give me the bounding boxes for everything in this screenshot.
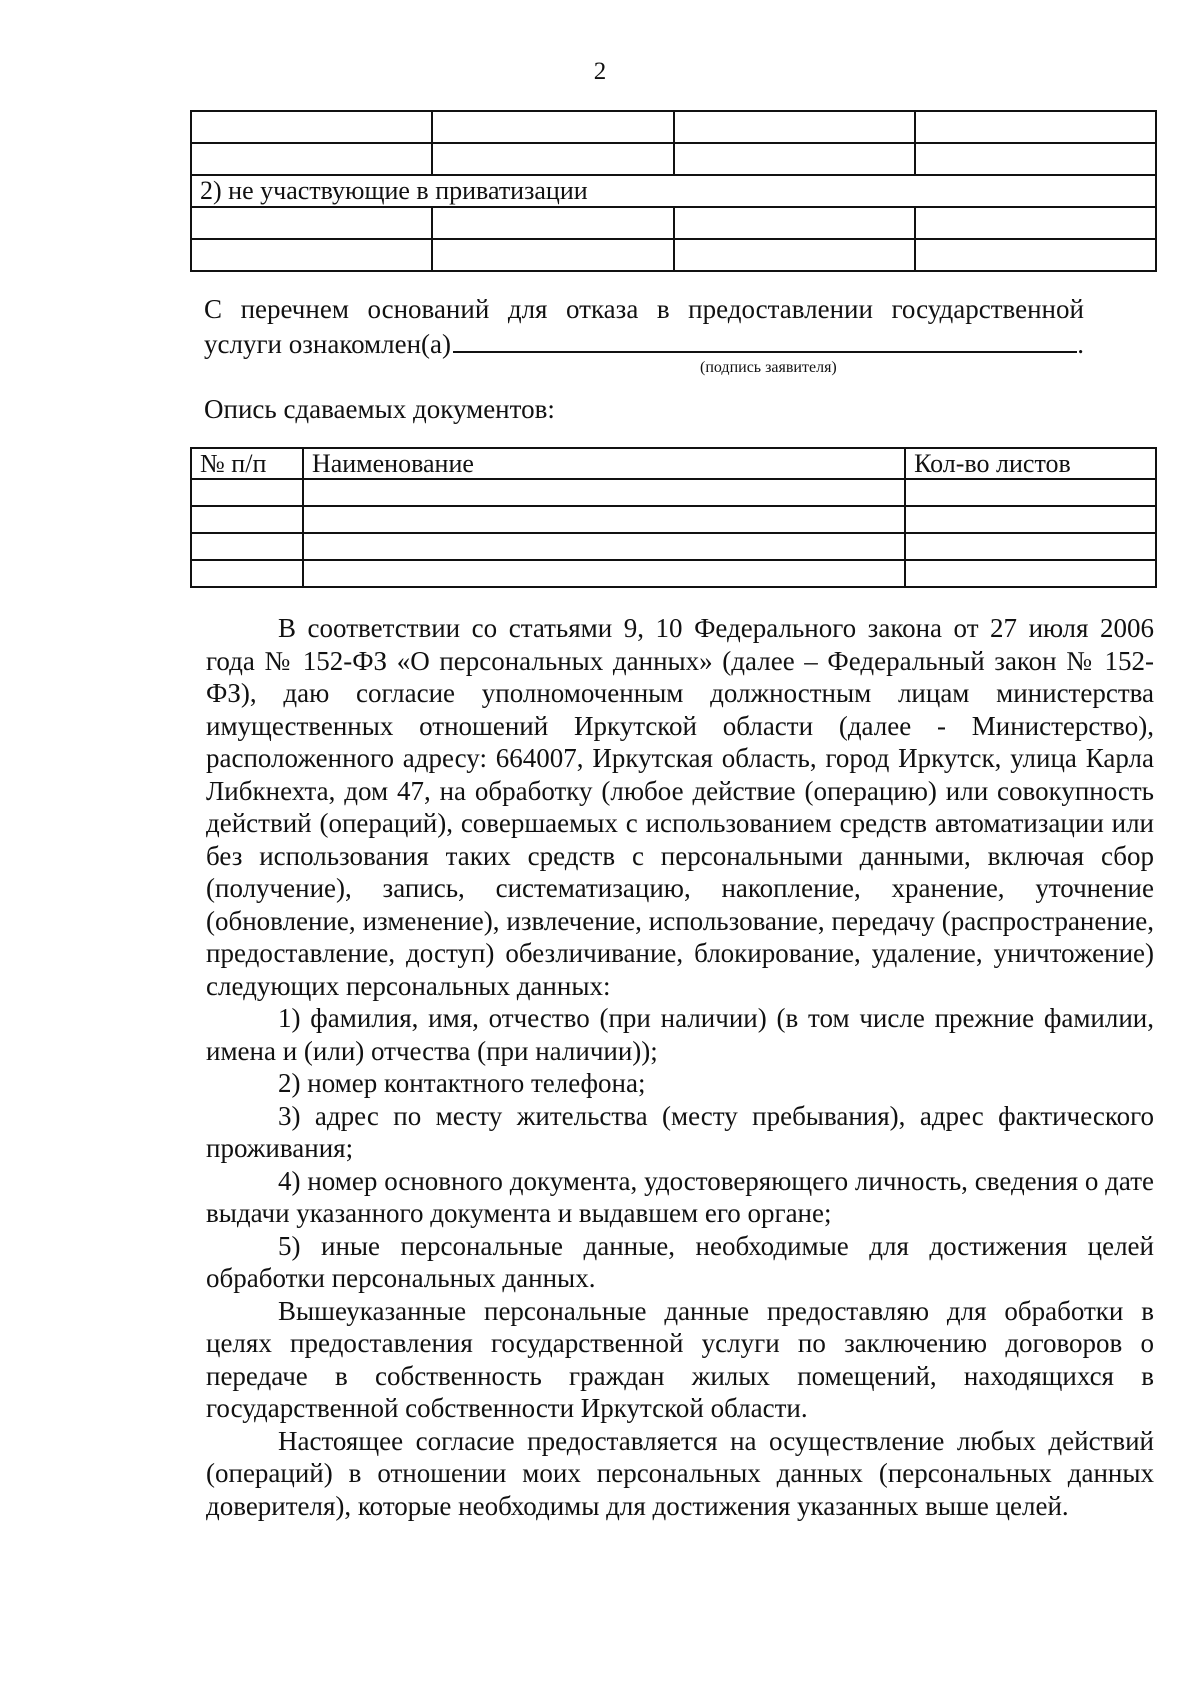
table-row [191, 533, 1156, 560]
inventory-table [190, 447, 1157, 588]
section-label: 2) не участвующие в приватизации [191, 175, 1156, 207]
notice-line-2: услуги ознакомлен(а) . [204, 325, 1084, 360]
table-header-row [191, 448, 1156, 479]
paragraph: Настоящее согласие предоставляется на осуществление любых действий (операций) в отношении моих персональных данных (персональных данных доверителя), которые необходимы для достижения указанных выше целей. [206, 1425, 1154, 1521]
table-row [191, 143, 1156, 175]
privatization-table [190, 110, 1157, 272]
paragraph: 4) номер основного документа, удостоверяющего личность, сведения о дате выдачи указанного документа и выдавшем его органе; [206, 1165, 1154, 1228]
paragraph: 2) номер контактного телефона; [278, 1068, 646, 1098]
table-row [191, 207, 1156, 239]
paragraph: 5) иные персональные данные, необходимые для достижения целей обработки персональных данных. [206, 1230, 1154, 1293]
table-row [191, 560, 1156, 587]
paragraph: В соответствии со статьями 9, 10 Федерального закона от 27 июля 2006 года № 152-ФЗ «О персональных данных» (далее – Федеральный закон № 152-ФЗ), даю согласие уполномоченным должностным лицам министерства имущественных отношений Иркутской области (далее - Министерство), расположенного адресу: 664007, Иркутская область, город Иркутск, улица Карла Либкнехта, дом 47, на обработку (любое действие (операцию) или совокупность действий (операций), совершаемых с использованием средств автоматизации или без использования таких средств с персональными данными, включая сбор (получение), запись, систематизацию, накопление, хранение, уточнение (обновление, изменение), извлечение, использование, передачу (распространение, предоставление, доступ) обезличивание, блокирование, удаление, уничтожение) следующих персональных данных: [206, 613, 1154, 1001]
table-row [191, 111, 1156, 143]
consent-text [206, 612, 1154, 1522]
table-row [191, 175, 1156, 207]
inventory-title: Опись сдаваемых документов: [204, 394, 555, 424]
header-sheets: Кол-во листов [905, 448, 1156, 479]
paragraph: Вышеуказанные персональные данные предоставляю для обработки в целях предоставления государственной услуги по заключению договоров о передаче в собственность граждан жилых помещений, находящихся в государственной собственности Иркутской области. [206, 1295, 1154, 1423]
notice-line-1: С перечнем оснований для отказа в предоставлении государственной [204, 294, 1084, 324]
paragraph: 3) адрес по месту жительства (месту пребывания), адрес фактического проживания; [206, 1100, 1154, 1163]
table-row [191, 506, 1156, 533]
paragraph: 1) фамилия, имя, отчество (при наличии) (в том числе прежние фамилии, имена и (или) отчества (при наличии)); [206, 1003, 1154, 1066]
refusal-notice [204, 293, 1084, 360]
page-number: 2 [593, 58, 607, 85]
signature-line [453, 325, 1077, 353]
table-row [191, 239, 1156, 271]
header-number: № п/п [191, 448, 303, 479]
table-row [191, 479, 1156, 506]
header-name: Наименование [303, 448, 905, 479]
signature-caption: (подпись заявителя) [700, 359, 837, 376]
